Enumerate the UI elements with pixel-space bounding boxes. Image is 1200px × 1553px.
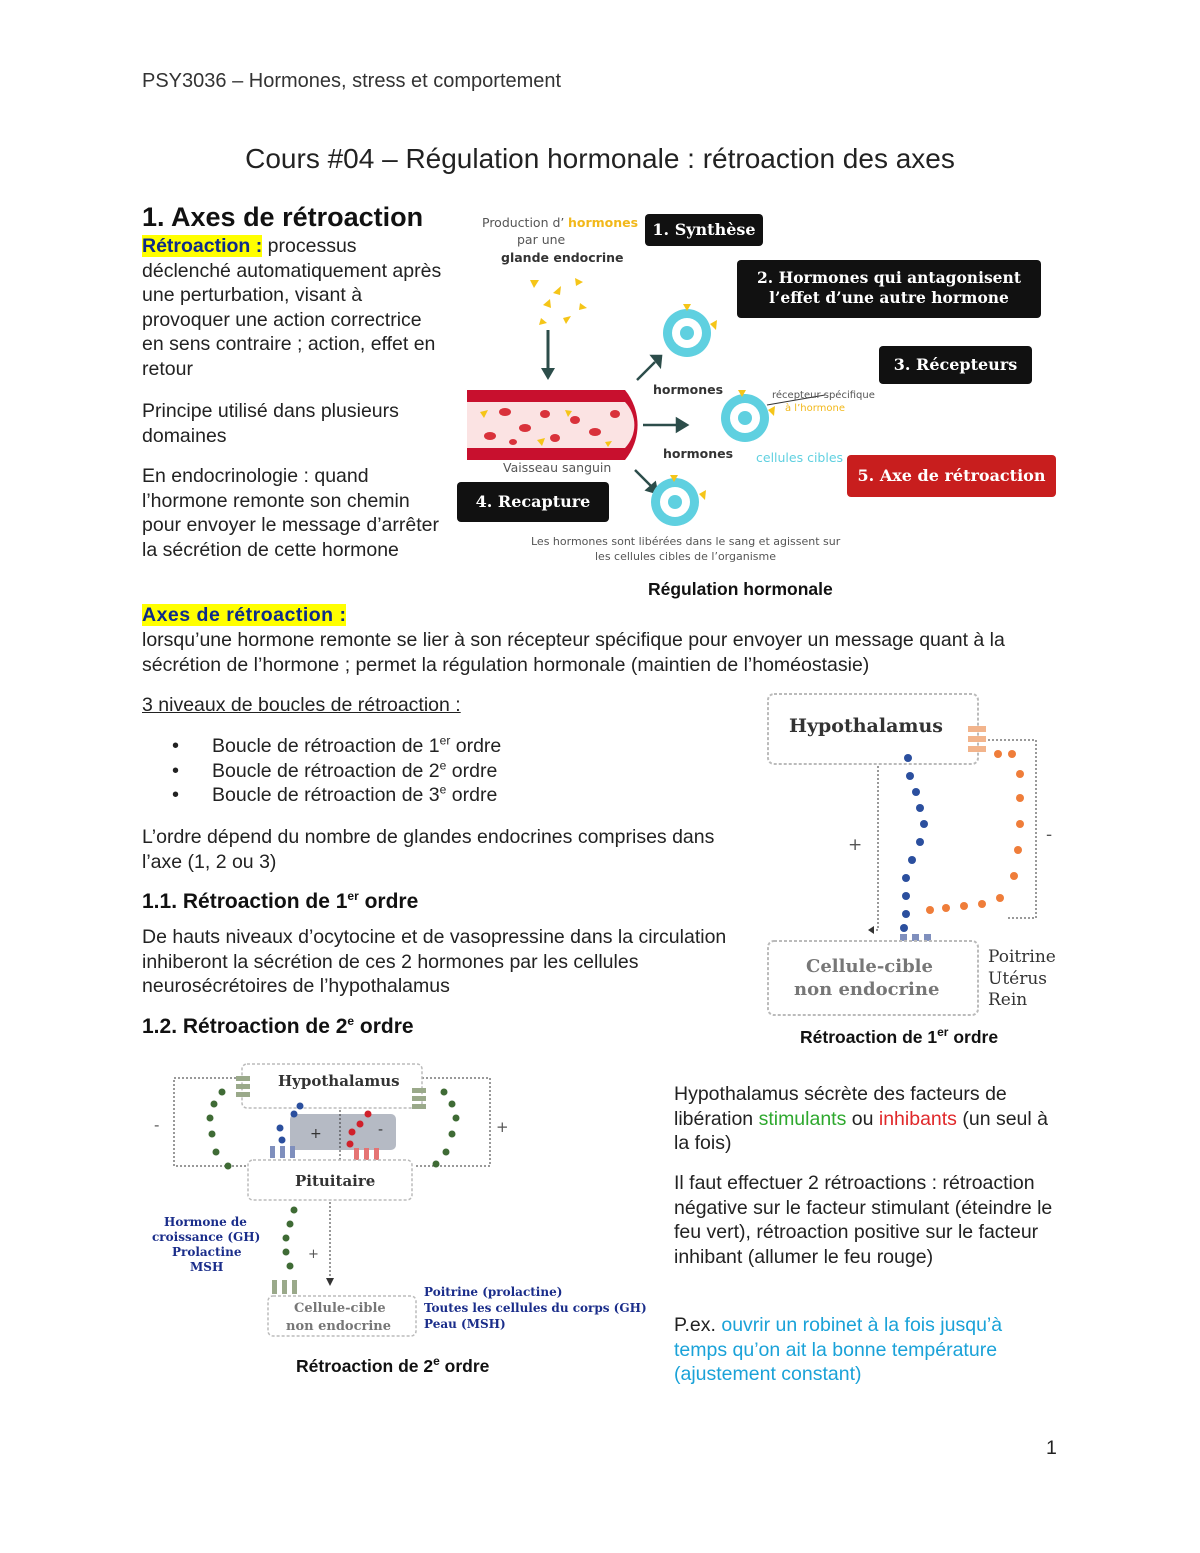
retroaction-2e-ordre-figure xyxy=(150,1058,660,1348)
section-1-1-paragraph: De hauts niveaux d’ocytocine et de vasopressine dans la circulation inhiberont la sécrétion de ces 2 hormones par les cellules neurosécrétoires de l’hypothalamus xyxy=(142,926,727,998)
inhibants-word: inhibants xyxy=(878,1107,957,1130)
cellules-cibles xyxy=(651,304,775,526)
minus-sign: - xyxy=(1046,825,1053,845)
recepteurs-badge: 3. Récepteurs xyxy=(879,346,1032,384)
axe-retroaction-badge: 5. Axe de rétroaction xyxy=(847,455,1056,497)
recepteur-label-2: à l’hormone xyxy=(785,403,846,414)
antagonisent-badge xyxy=(737,260,1041,318)
hormones-label-1: hormones xyxy=(653,382,724,397)
page-number: 1 xyxy=(1046,1437,1057,1459)
section-1-2-heading: 1.2. Rétroaction de 2e ordre xyxy=(142,1014,414,1038)
axes-label-line xyxy=(142,603,346,628)
fig3-caption: Rétroaction de 2e ordre xyxy=(296,1354,490,1376)
niveaux-list xyxy=(142,734,662,808)
antagonisent-line-1: 2. Hormones qui antagonisent xyxy=(757,268,1021,287)
blue-dots xyxy=(900,754,928,932)
hypothalamus-label-2: Hypothalamus xyxy=(278,1072,400,1090)
effectuer-paragraph: Il faut effectuer 2 rétroactions : rétroaction négative sur le facteur stimulant (éteindre le feu vert), rétroaction positive sur le facteur inhibant (allumer le feu rouge) xyxy=(674,1172,1053,1268)
recepteur-label-1: récepteur spécifique xyxy=(772,390,875,401)
fig1-caption: Régulation hormonale xyxy=(648,579,833,599)
production-text-2: hormones xyxy=(568,215,639,230)
synthese-badge: 1. Synthèse xyxy=(645,214,763,246)
page-header: PSY3036 – Hormones, stress et comportement xyxy=(142,70,562,92)
minus-sign-inner: - xyxy=(378,1122,384,1138)
retroaction-text: processus déclenché automatiquement après une perturbation, visant à provoquer une action correctrice en sens contraire ; action, effet en retour xyxy=(142,235,442,380)
page-title: Cours #04 – Régulation hormonale : rétroaction des axes xyxy=(245,143,955,174)
retroaction-label: Rétroaction : xyxy=(142,235,263,257)
hypothalamus-label: Hypothalamus xyxy=(789,715,943,737)
niveaux-title: 3 niveaux de boucles de rétroaction : xyxy=(142,694,461,716)
section-1-heading: 1. Axes de rétroaction xyxy=(142,202,424,232)
cellules-cibles-label: cellules cibles xyxy=(756,450,844,465)
vaisseau-label: Vaisseau sanguin xyxy=(503,460,612,475)
regulation-hormonale-figure xyxy=(455,200,1065,580)
hormone-gh-1: Hormone de xyxy=(164,1215,247,1229)
fig2-caption: Rétroaction de 1er ordre xyxy=(800,1025,999,1047)
hormone-triangles xyxy=(530,278,587,325)
antagonisent-line-2: l’effet d’une autre hormone xyxy=(769,288,1009,307)
niveau-item-1: • Boucle de rétroaction de 1er ordre xyxy=(142,734,662,759)
production-text-3: par une xyxy=(517,232,566,247)
niveau-item-2: • Boucle de rétroaction de 2e ordre xyxy=(142,759,662,784)
exemple-paragraph: P.ex. ouvrir un robinet à la fois jusqu’à temps qu’on ait la bonne température (ajustement constant) xyxy=(674,1314,1003,1386)
cellule2-label-2: non endocrine xyxy=(286,1319,392,1334)
hormone-msh: MSH xyxy=(190,1260,224,1274)
plus-sign-right: + xyxy=(496,1118,509,1136)
ordre-paragraph: L’ordre dépend du nombre de glandes endocrines comprises dans l’axe (1, 2 ou 3) xyxy=(142,826,715,873)
hormone-gh-2: croissance (GH) xyxy=(152,1230,261,1244)
orange-dots xyxy=(926,750,1024,914)
axes-paragraph: lorsqu’une hormone remonte se lier à son récepteur spécifique pour envoyer un message quant à la sécrétion de l’hormone ; permet la régulation hormonale (maintien de l’homéostasie) xyxy=(142,629,1005,676)
target-uterus: Utérus xyxy=(988,969,1048,989)
target2-corps: Toutes les cellules du corps (GH) xyxy=(424,1301,647,1315)
axes-label: Axes de rétroaction : xyxy=(142,604,347,626)
hormones-label-2: hormones xyxy=(663,446,734,461)
vaisseau-sanguin xyxy=(467,390,638,460)
retroaction-1er-ordre-figure xyxy=(760,688,1070,1023)
cellule2-label-1: Cellule-cible xyxy=(294,1301,386,1316)
minus-sign-left: - xyxy=(154,1116,160,1134)
production-text-4: glande endocrine xyxy=(501,250,624,265)
recapture-badge: 4. Recapture xyxy=(457,482,609,522)
endocrinologie-paragraph: En endocrinologie : quand l’hormone remonte son chemin pour envoyer le message d’arrêter la sécrétion de cette hormone xyxy=(142,465,439,561)
production-text-1: Production d’ xyxy=(482,215,565,230)
niveau-item-3: • Boucle de rétroaction de 3e ordre xyxy=(142,783,662,808)
plus-sign: + xyxy=(848,835,863,855)
section-1-1-heading: 1.1. Rétroaction de 1er ordre xyxy=(142,889,419,913)
plus-sign-lower: + xyxy=(308,1247,319,1262)
cellule-label-1: Cellule-cible xyxy=(806,956,933,977)
target-poitrine: Poitrine xyxy=(988,947,1056,967)
target2-poitrine: Poitrine (prolactine) xyxy=(424,1285,563,1299)
stimulants-word: stimulants xyxy=(758,1107,847,1130)
hypothalamus-paragraph: Hypothalamus sécrète des facteurs de libération stimulants ou inhibants (un seul à la fois) xyxy=(674,1083,1048,1155)
exemple-text: ouvrir un robinet à la fois jusqu’à temps qu’on ait la bonne température (ajustement constant) xyxy=(674,1314,1003,1386)
hormone-prolactine: Prolactine xyxy=(172,1245,242,1259)
target2-peau: Peau (MSH) xyxy=(424,1317,506,1331)
pituitaire-label: Pituitaire xyxy=(295,1172,376,1190)
cellule-label-2: non endocrine xyxy=(794,979,940,1000)
bottom-text-2: les cellules cibles de l’organisme xyxy=(595,550,776,563)
target-rein: Rein xyxy=(988,990,1028,1010)
bottom-text-1: Les hormones sont libérées dans le sang et agissent sur xyxy=(531,535,841,548)
principe-paragraph: Principe utilisé dans plusieurs domaines xyxy=(142,400,399,447)
retroaction-definition xyxy=(142,234,442,382)
plus-sign-inner: + xyxy=(310,1126,322,1142)
